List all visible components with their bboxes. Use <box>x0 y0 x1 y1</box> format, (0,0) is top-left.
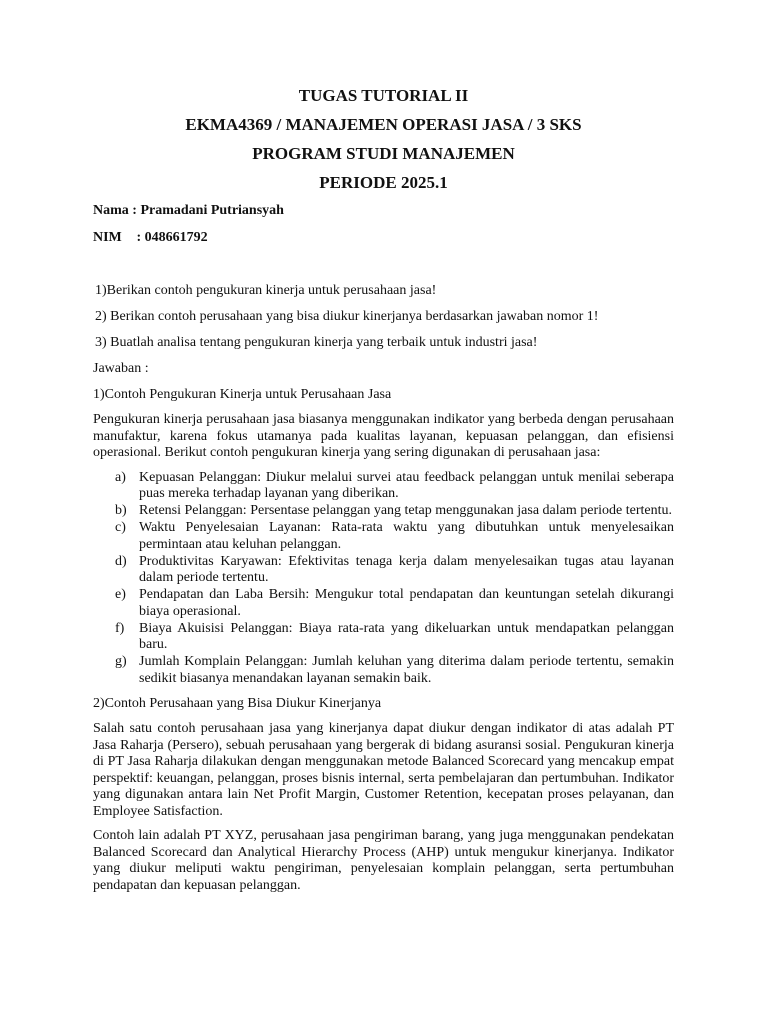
section1-intro: Pengukuran kinerja perusahaan jasa biasanya menggunakan indikator yang berbeda dengan perusahaan manufaktur, karena fokus utamanya pada kualitas layanan, kepuasan pelanggan, dan efisiensi operasional. Berikut contoh pengukuran kinerja yang sering digunakan di perusahaan jasa: <box>93 412 674 460</box>
list-text: Produktivitas Karyawan: Efektivitas tenaga kerja dalam menyelesaikan tugas atau layanan dalam periode tertentu. <box>139 553 674 585</box>
performance-metric-list <box>93 470 674 688</box>
list-item <box>93 503 674 520</box>
list-item <box>93 587 674 620</box>
section1-heading: 1)Contoh Pengukuran Kinerja untuk Perusahaan Jasa <box>93 387 392 402</box>
list-marker: c) <box>115 520 126 535</box>
list-marker: b) <box>115 503 127 518</box>
answer-label: Jawaban : <box>93 361 149 376</box>
list-marker: d) <box>115 553 127 569</box>
section2-heading: 2)Contoh Perusahaan yang Bisa Diukur Kinerjanya <box>93 696 382 711</box>
list-text: Biaya Akuisisi Pelanggan: Biaya rata-rata yang dikeluarkan untuk mendapatkan pelanggan baru. <box>139 620 674 652</box>
list-item <box>93 654 674 687</box>
period-title: PERIODE 2025.1 <box>319 173 448 192</box>
question-1: 1)Berikan contoh pengukuran kinerja untuk perusahaan jasa! <box>95 283 437 298</box>
list-text: Jumlah Komplain Pelanggan: Jumlah keluhan yang diterima dalam periode tertentu, semakin sedikit biasanya menandakan layanan semakin baik. <box>139 654 674 686</box>
question-list <box>93 282 674 352</box>
list-text: Kepuasan Pelanggan: Diukur melalui survei atau feedback pelanggan untuk menilai seberapa puas mereka terhadap layanan yang diberikan. <box>139 469 674 501</box>
list-text: Waktu Penyelesaian Layanan: Rata-rata waktu yang dibutuhkan untuk menyelesaikan permintaan atau keluhan pelanggan. <box>139 520 674 552</box>
list-item <box>93 520 674 553</box>
list-marker: f) <box>115 620 125 636</box>
name-value: : Pramadani Putriansyah <box>132 203 284 218</box>
list-item <box>93 470 674 503</box>
course-title: EKMA4369 / MANAJEMEN OPERASI JASA / 3 SKS <box>185 115 582 134</box>
question-2: 2) Berikan contoh perusahaan yang bisa diukur kinerjanya berdasarkan jawaban nomor 1! <box>95 309 599 324</box>
list-marker: e) <box>115 587 126 602</box>
list-text: Retensi Pelanggan: Persentase pelanggan yang tetap menggunakan jasa dalam periode tertentu. <box>139 503 672 518</box>
question-3: 3) Buatlah analisa tentang pengukuran kinerja yang terbaik untuk industri jasa! <box>95 335 538 350</box>
list-marker: a) <box>115 469 126 485</box>
student-name-line <box>93 202 674 220</box>
list-marker: g) <box>115 654 127 669</box>
section2-paragraph-1: Salah satu contoh perusahaan jasa yang kinerjanya dapat diukur dengan indikator di atas adalah PT Jasa Raharja (Persero), sebuah perusahaan yang bergerak di bidang asuransi sosial. Pengukuran kinerja di PT Jasa Raharja dilakukan dengan menggunakan metode Balanced Scorecard yang mencakup empat perspektif: keuangan, pelanggan, proses bisnis internal, serta pembelajaran dan pertumbuhan. Indikator yang digunakan antara lain Net Profit Margin, Customer Retention, kecepatan proses pelayanan, dan Employee Satisfaction. <box>93 721 674 819</box>
name-label: Nama <box>93 203 129 218</box>
section2-paragraph-2: Contoh lain adalah PT XYZ, perusahaan jasa pengiriman barang, yang juga menggunakan pendekatan Balanced Scorecard dan Analytical Hierarchy Process (AHP) untuk mengukur kinerjanya. Indikator yang diukur meliputi waktu pengiriman, penyelesaian komplain pelanggan, serta pertumbuhan pendapatan dan kepuasan pelanggan. <box>93 828 674 893</box>
list-item <box>93 621 674 654</box>
doc-title: TUGAS TUTORIAL II <box>298 86 469 105</box>
list-text: Pendapatan dan Laba Bersih: Mengukur total pendapatan dan keuntungan setelah dikurangi biaya operasional. <box>139 587 674 619</box>
student-nim-line <box>93 229 674 247</box>
nim-label: NIM <box>93 230 122 245</box>
list-item <box>93 554 674 587</box>
nim-value: : 048661792 <box>136 230 208 245</box>
program-title: PROGRAM STUDI MANAJEMEN <box>252 144 515 163</box>
